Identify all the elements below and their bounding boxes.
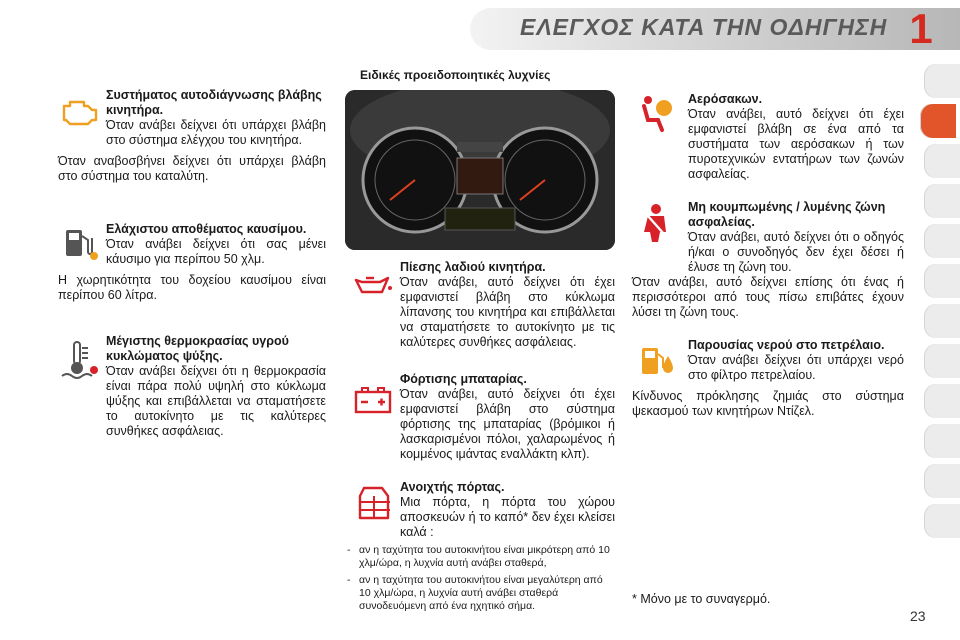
warning-block-engine xyxy=(58,88,326,190)
block-title: Πίεσης λαδιού κινητήρα. xyxy=(400,260,546,274)
block-title: Μέγιστης θερμοκρασίας υγρού κυκλώματος ψύξης. xyxy=(106,334,289,363)
block-title: Ανοιχτής πόρτας. xyxy=(400,480,505,494)
chapter-tab[interactable] xyxy=(924,344,960,378)
block-text: Όταν ανάβει, αυτό δείχνει ότι έχει εμφανιστεί βλάβη στο σύστημα φόρτισης της μπαταρίας (βρόμικοι ή λασκαρισμένοι πόλοι, χαλαρωμένος ή κομμένος ιμάντας εναλλάκτη κλπ). xyxy=(400,387,615,461)
warning-block-battery xyxy=(345,372,615,468)
chapter-tab[interactable] xyxy=(924,64,960,98)
chapter-tab[interactable] xyxy=(924,504,960,538)
block-title: Παρουσίας νερού στο πετρέλαιο. xyxy=(688,338,885,352)
block-text: Όταν ανάβει δείχνει ότι σας μένει κάυσιμο για περίπου 50 χλμ. xyxy=(106,237,326,266)
chapter-tab[interactable] xyxy=(924,224,960,258)
warning-block-door xyxy=(345,480,615,617)
chapter-tab[interactable] xyxy=(924,184,960,218)
block-text: Όταν ανάβει δείχνει ότι υπάρχει βλάβη στο σύστημα ελέγχου του κινητήρα. xyxy=(106,118,326,147)
door-conditions-list xyxy=(345,544,615,613)
warning-block-airbag xyxy=(632,92,904,188)
block-title: Συστήματος αυτοδιάγνωσης βλάβης κινητήρα. xyxy=(106,88,322,117)
block-title: Μη κουμπωμένης / λυμένης ζώνη ασφαλείας. xyxy=(688,200,886,229)
block-text: Κίνδυνος πρόκλησης ζημιάς στο σύστημα ψεκασμού των κινητήρων Ντίζελ. xyxy=(632,389,904,418)
block-text: Όταν ανάβει δείχνει ότι υπάρχει νερό στο φίλτρο πετρελαίου. xyxy=(688,353,904,382)
block-text: Όταν αναβοσβήνει δείχνει ότι υπάρχει βλάβη στο σύστημα του καταλύτη. xyxy=(58,154,326,183)
chapter-tab[interactable] xyxy=(924,464,960,498)
chapter-number: 1 xyxy=(909,5,933,52)
block-title: Αερόσακων. xyxy=(688,92,763,106)
chapter-tabs xyxy=(924,64,960,544)
warning-block-seatbelt xyxy=(632,200,904,326)
warning-block-coolant xyxy=(58,334,326,445)
block-text: Η χωρητικότητα του δοχείου καυσίμου είναι περίπου 60 λίτρα. xyxy=(58,273,326,302)
page-title: ΕΛΕΓΧΟΣ ΚΑΤΑ ΤΗΝ ΟΔΗΓΗΣΗ xyxy=(520,14,888,40)
chapter-tab-active[interactable] xyxy=(920,104,956,138)
block-text: Μια πόρτα, η πόρτα του χώρου αποσκευών ή το καπό* δεν έχει κλείσει καλά : xyxy=(400,495,615,539)
footnote: * Μόνο με το συναγερμό. xyxy=(632,592,771,606)
block-text: Όταν ανάβει, αυτό δείχνει ότι έχει εμφανιστεί βλάβη στο κύκλωμα λίπανσης του κινητήρα και επιβάλλεται να σταματήσετε το αυτοκίνητο με τις καλύτερες συνθήκες ασφάλειας. xyxy=(400,275,615,349)
block-title: Ελάχιστου αποθέματος καυσίμου. xyxy=(106,222,307,236)
list-item: - αν η ταχύτητα του αυτοκινήτου είναι μικρότερη από 10 χλμ/ώρα, η λυχνία αυτή ανάβει σταθερά, xyxy=(345,544,615,570)
chapter-tab[interactable] xyxy=(924,424,960,458)
chapter-tab[interactable] xyxy=(924,144,960,178)
warning-block-fuel xyxy=(58,222,326,309)
chapter-tab[interactable] xyxy=(924,264,960,298)
page-header xyxy=(0,0,960,62)
section-title: Ειδικές προειδοποιητικές λυχνίες xyxy=(360,68,551,82)
instrument-cluster-photo xyxy=(345,90,615,250)
warning-block-oil xyxy=(345,260,615,350)
block-text: Όταν ανάβει, αυτό δείχνει επίσης ότι ένας ή περισσότεροι από τους πίσω επιβάτες έχουν λύσει τη ζώνη τους. xyxy=(632,275,904,319)
block-title: Φόρτισης μπαταρίας. xyxy=(400,372,527,386)
chapter-tab[interactable] xyxy=(924,384,960,418)
block-text: Όταν ανάβει δείχνει ότι η θερμοκρασία είναι πάρα πολύ υψηλή στο κύκλωμα ψύξης και επιβάλλεται να σταματήσετε το αυτοκίνητο με τις καλύτερες συνθήκες ασφάλειας. xyxy=(106,364,326,438)
list-item: - αν η ταχύτητα του αυτοκινήτου είναι μεγαλύτερη από 10 χλμ/ώρα, η λυχνία αυτή ανάβει σταθερά συνοδευόμενη από ένα ηχητικό σήμα. xyxy=(345,574,615,613)
warning-block-water xyxy=(632,338,904,425)
chapter-tab[interactable] xyxy=(924,304,960,338)
block-text: Όταν ανάβει, αυτό δείχνει ότι ο οδηγός ή/και ο συνοδηγός δεν έχει δέσει ή έλυσε τη ζώνη του. xyxy=(688,230,904,274)
block-text: Όταν ανάβει, αυτό δείχνει ότι έχει εμφανιστεί βλάβη σε ένα από τα συστήματα των αερόσακων ή των πυροτεχνικών εντατήρων των ζωνών ασφαλείας. xyxy=(688,107,904,181)
page-number: 23 xyxy=(910,608,926,624)
